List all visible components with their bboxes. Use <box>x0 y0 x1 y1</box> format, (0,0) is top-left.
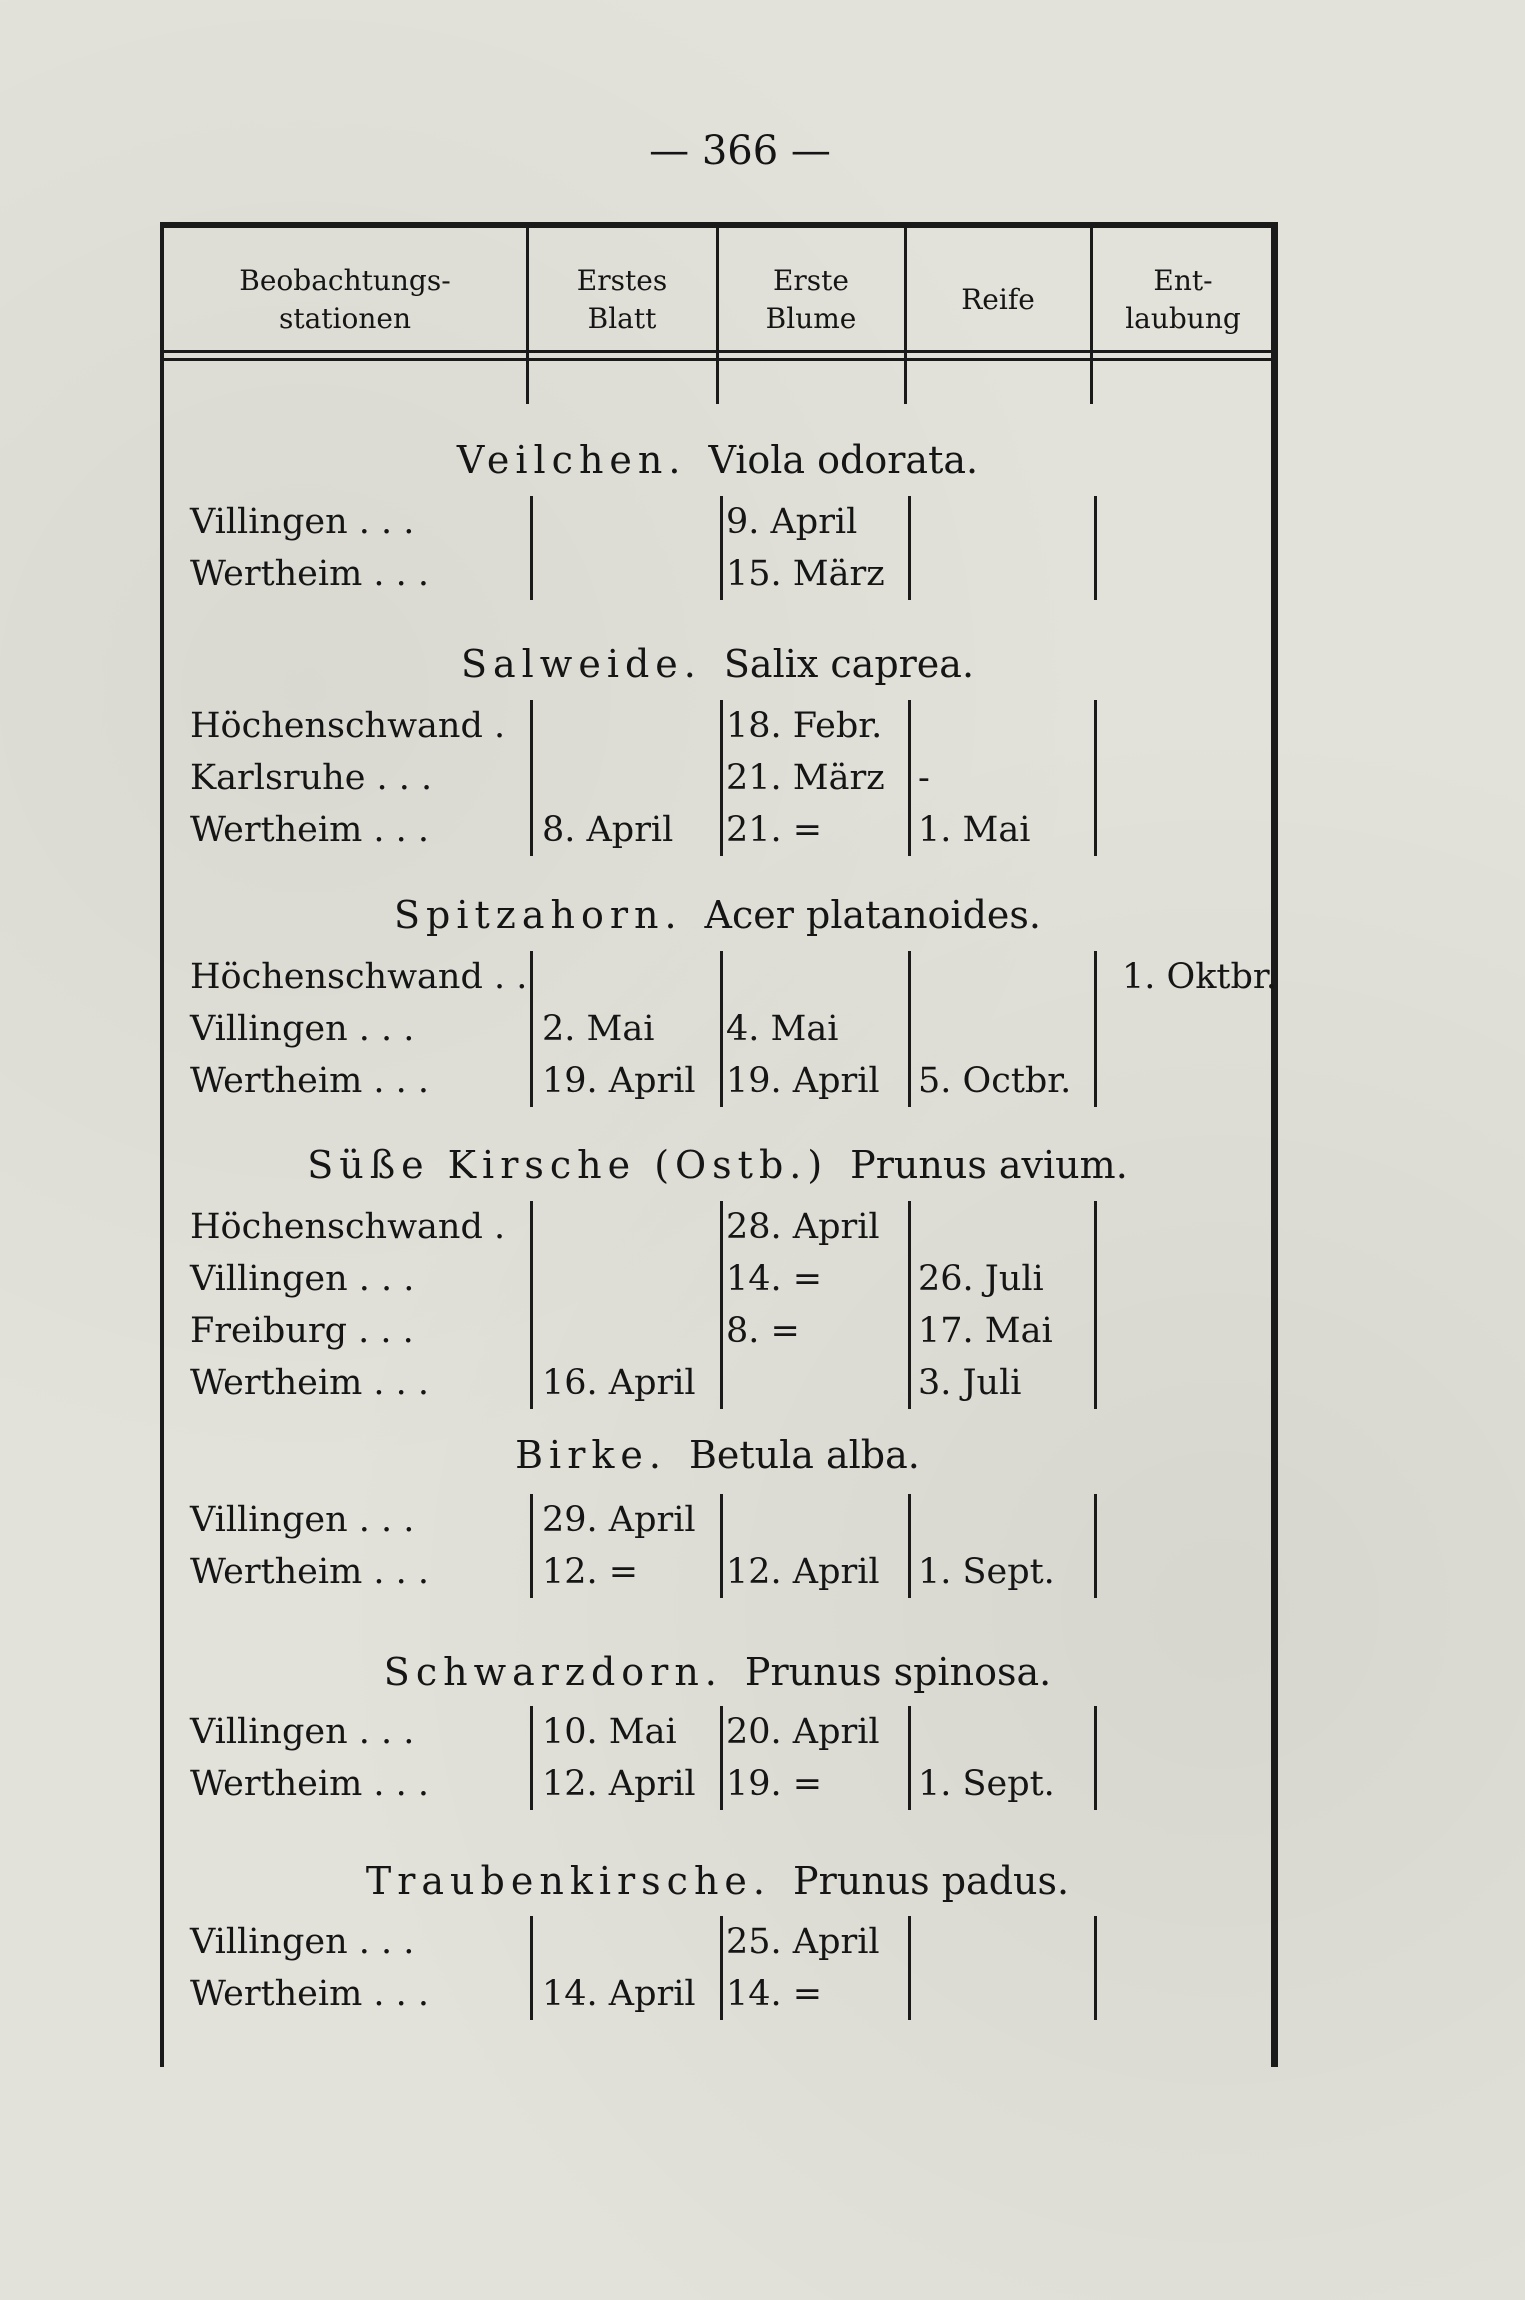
header-divider <box>1090 228 1093 404</box>
first-flower-date: 14. = <box>726 1259 823 1299</box>
first-leaf-date: 8. April <box>542 810 674 850</box>
header-divider <box>716 228 719 404</box>
header-station: Beobachtungs- stationen <box>239 264 451 335</box>
header-ripe: Reife <box>961 283 1035 317</box>
first-leaf-date: 12. April <box>542 1764 696 1804</box>
station-name: Wertheim . . . <box>190 1552 430 1592</box>
first-flower-date: 21. = <box>726 810 823 850</box>
section-title <box>164 1650 1271 1694</box>
section-name-latin: Prunus avium. <box>850 1143 1128 1187</box>
section-name-german: Süße Kirsche (Ostb.) <box>307 1143 829 1187</box>
first-flower-date: 19. = <box>726 1764 823 1804</box>
first-flower-date: 28. April <box>726 1207 880 1247</box>
first-flower-date: 21. März <box>726 758 885 798</box>
first-flower-date: 15. März <box>726 554 885 594</box>
header-defoliation: Ent- laubung <box>1125 264 1241 335</box>
first-flower-date: 20. April <box>726 1712 880 1752</box>
section-title <box>164 893 1271 937</box>
station-name: Höchenschwand . <box>190 1207 506 1247</box>
section-name-german: Veilchen. <box>456 438 687 482</box>
ripe-date: - <box>918 758 930 798</box>
ripe-date: 3. Juli <box>918 1363 1022 1403</box>
section-title <box>164 642 1271 686</box>
table-row <box>190 1974 1270 2024</box>
station-name: Karlsruhe . . . <box>190 758 433 798</box>
station-name: Wertheim . . . <box>190 554 430 594</box>
section-title <box>164 1143 1271 1187</box>
first-flower-date: 18. Febr. <box>726 706 883 746</box>
first-flower-date: 8. = <box>726 1311 800 1351</box>
table-row <box>190 1259 1270 1309</box>
station-name: Wertheim . . . <box>190 1974 430 2014</box>
header-rule-top <box>164 350 1271 353</box>
section-name-latin: Prunus padus. <box>793 1859 1070 1903</box>
page-number: — 366 — <box>649 128 831 174</box>
header-first-leaf: Erstes Blatt <box>576 264 668 335</box>
header-divider <box>904 228 907 404</box>
table-row <box>190 706 1270 756</box>
table-row <box>190 502 1270 552</box>
station-name: Villingen . . . <box>190 1500 415 1540</box>
station-name: Höchenschwand . <box>190 706 506 746</box>
table-row <box>190 810 1270 860</box>
table-row <box>190 957 1277 1007</box>
table-row <box>190 554 1270 604</box>
first-leaf-date: 16. April <box>542 1363 696 1403</box>
table-row <box>190 1922 1270 1972</box>
station-name: Wertheim . . . <box>190 1764 430 1804</box>
station-name: Wertheim . . . <box>190 810 430 850</box>
ripe-date: 17. Mai <box>918 1311 1053 1351</box>
section-name-german: Traubenkirsche. <box>365 1859 771 1903</box>
table-row <box>190 758 1270 808</box>
station-name: Villingen . . . <box>190 1259 415 1299</box>
first-leaf-date: 29. April <box>542 1500 696 1540</box>
station-name: Wertheim . . . <box>190 1363 430 1403</box>
station-name: Wertheim . . . <box>190 1061 430 1101</box>
section-name-german: Salweide. <box>460 642 702 686</box>
header-rule-bottom <box>164 358 1271 361</box>
section-name-latin: Acer platanoides. <box>704 893 1041 937</box>
first-leaf-date: 19. April <box>542 1061 696 1101</box>
section-name-latin: Salix caprea. <box>723 642 975 686</box>
table-row <box>190 1363 1270 1413</box>
ripe-date: 5. Octbr. <box>918 1061 1072 1101</box>
station-name: Freiburg . . . <box>190 1311 414 1351</box>
table-row <box>190 1061 1270 1111</box>
first-flower-date: 4. Mai <box>726 1009 839 1049</box>
table-row <box>190 1311 1270 1361</box>
first-leaf-date: 14. April <box>542 1974 696 2014</box>
first-leaf-date: 12. = <box>542 1552 639 1592</box>
first-flower-date: 12. April <box>726 1552 880 1592</box>
station-name: Villingen . . . <box>190 1922 415 1962</box>
first-leaf-date: 10. Mai <box>542 1712 677 1752</box>
table-row <box>190 1009 1270 1059</box>
ripe-date: 1. Sept. <box>918 1764 1055 1804</box>
station-name: Villingen . . . <box>190 1712 415 1752</box>
ripe-date: 1. Sept. <box>918 1552 1055 1592</box>
first-flower-date: 19. April <box>726 1061 880 1101</box>
section-name-latin: Prunus spinosa. <box>744 1650 1052 1694</box>
defoliation-date: 1. Oktbr. <box>1122 957 1277 997</box>
header-first-flower: Erste Blume <box>765 264 857 335</box>
first-leaf-date: 2. Mai <box>542 1009 655 1049</box>
table-row <box>190 1500 1270 1550</box>
section-name-german: Schwarzdorn. <box>383 1650 723 1694</box>
first-flower-date: 9. April <box>726 502 858 542</box>
section-title <box>164 1433 1271 1477</box>
section-title <box>164 438 1271 482</box>
section-name-german: Birke. <box>515 1433 667 1477</box>
section-name-latin: Viola odorata. <box>708 438 979 482</box>
ripe-date: 1. Mai <box>918 810 1031 850</box>
station-name: Höchenschwand . . <box>190 957 528 997</box>
header-divider <box>526 228 529 404</box>
ripe-date: 26. Juli <box>918 1259 1044 1299</box>
section-name-latin: Betula alba. <box>688 1433 920 1477</box>
table-row <box>190 1712 1270 1762</box>
station-name: Villingen . . . <box>190 502 415 542</box>
table-row <box>190 1552 1270 1602</box>
section-title <box>164 1859 1271 1903</box>
first-flower-date: 14. = <box>726 1974 823 2014</box>
table-row <box>190 1207 1270 1257</box>
station-name: Villingen . . . <box>190 1009 415 1049</box>
section-name-german: Spitzahorn. <box>394 893 683 937</box>
table-row <box>190 1764 1270 1814</box>
first-flower-date: 25. April <box>726 1922 880 1962</box>
